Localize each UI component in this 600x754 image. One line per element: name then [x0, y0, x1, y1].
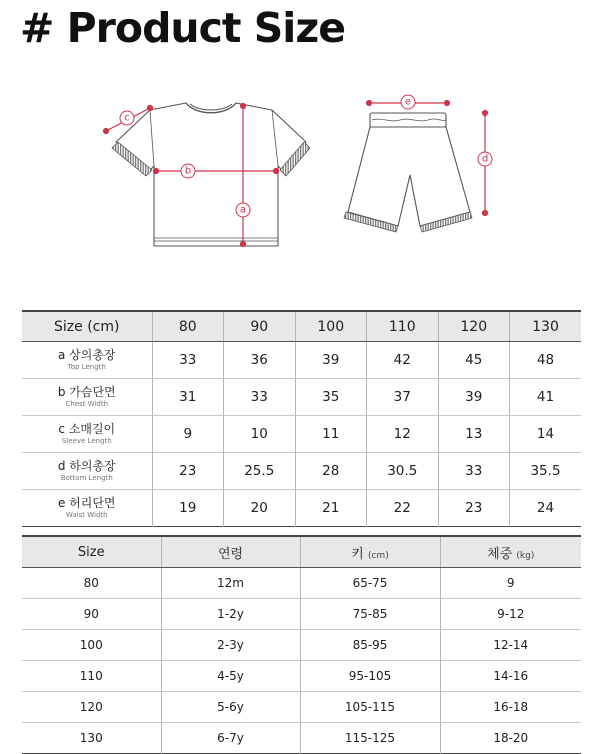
header-unit: (cm) — [367, 550, 389, 561]
row-label-ko: d 하의총장 — [57, 459, 116, 474]
table-row-bottom-length — [22, 453, 581, 490]
table-cell: 18-20 — [493, 731, 529, 745]
svg-text:d: d — [481, 153, 489, 165]
label-a — [236, 203, 250, 217]
table-row-waist-width — [22, 490, 581, 527]
table-cell: 19 — [152, 490, 224, 527]
row-label-en: Sleeve Length — [61, 436, 112, 445]
garment-diagram — [0, 80, 600, 280]
table-cell: 24 — [536, 500, 555, 516]
label-c — [120, 111, 134, 125]
table-row-top-length — [22, 342, 581, 379]
table-cell: 41 — [510, 379, 582, 416]
table-cell: 12 — [367, 416, 439, 453]
table-cell: 16-18 — [440, 692, 581, 723]
size-column-header: 110 — [367, 311, 439, 342]
row-label-en: Bottom Length — [60, 473, 113, 482]
table-cell: 20 — [224, 490, 296, 527]
size-column-header: 80 — [152, 311, 224, 342]
table-cell: 9 — [152, 416, 224, 453]
table-row — [22, 630, 581, 661]
svg-text:e: e — [404, 96, 412, 108]
table-cell: 10 — [224, 416, 296, 453]
table-cell: 25.5 — [224, 453, 296, 490]
page-title: # Product Size — [20, 4, 346, 52]
svg-text:c: c — [124, 112, 130, 124]
header-label: Size — [77, 544, 105, 560]
table-cell: 80 — [22, 568, 161, 599]
row-label-en: Top Length — [67, 362, 106, 371]
table-cell: 6-7y — [161, 723, 300, 754]
tshirt-illustration — [112, 103, 310, 246]
table-cell: 110 — [22, 661, 161, 692]
table-cell: 42 — [367, 342, 439, 379]
row-label — [22, 379, 152, 416]
table-cell: 35 — [295, 379, 367, 416]
table-cell: 22 — [367, 490, 439, 527]
table-cell: 4-5y — [161, 661, 300, 692]
label-d — [478, 152, 492, 166]
shorts-illustration — [344, 113, 472, 232]
row-label-ko: e 허리단면 — [57, 496, 116, 511]
svg-text:a: a — [239, 204, 247, 216]
svg-text:b: b — [184, 165, 192, 177]
row-label-en: Chest Width — [65, 399, 109, 408]
row-label — [22, 453, 152, 490]
table-cell: 2-3y — [161, 630, 300, 661]
row-label — [22, 416, 152, 453]
age-header-weight — [440, 536, 581, 568]
header-label: 키 — [351, 546, 364, 562]
table-cell: 9 — [440, 568, 581, 599]
header-label: 연령 — [217, 546, 244, 562]
table-row — [22, 568, 581, 599]
table-cell: 75-85 — [300, 599, 440, 630]
row-label — [22, 342, 152, 379]
table-cell: 37 — [367, 379, 439, 416]
table-cell: 100 — [22, 630, 161, 661]
size-table-header — [22, 311, 581, 342]
age-header-size — [22, 536, 161, 568]
table-cell: 9-12 — [440, 599, 581, 630]
table-cell: 33 — [438, 453, 510, 490]
table-cell: 115-125 — [300, 723, 440, 754]
age-header-height — [300, 536, 440, 568]
row-label-ko: b 가슴단면 — [57, 385, 116, 400]
label-e — [401, 95, 415, 109]
table-cell: 14-16 — [440, 661, 581, 692]
row-label-ko: a 상의총장 — [57, 348, 116, 363]
table-cell: 39 — [438, 379, 510, 416]
size-column-header: 100 — [295, 311, 367, 342]
header-unit: (kg) — [516, 550, 535, 561]
table-cell: 30.5 — [367, 453, 439, 490]
row-label-ko: c 소매길이 — [58, 422, 116, 437]
label-b — [181, 164, 195, 178]
table-cell: 95-105 — [300, 661, 440, 692]
table-cell: 45 — [438, 342, 510, 379]
header-label: 체중 — [487, 546, 513, 562]
table-row — [22, 599, 581, 630]
table-cell: 130 — [22, 723, 161, 754]
table-cell: 33 — [152, 342, 224, 379]
table-row — [22, 692, 581, 723]
table-cell: 23 — [152, 453, 224, 490]
table-cell: 35.5 — [510, 453, 582, 490]
table-cell: 12m — [161, 568, 300, 599]
size-header-label: Size (cm) — [22, 311, 152, 342]
table-cell: 23 — [438, 490, 510, 527]
table-cell: 5-6y — [161, 692, 300, 723]
size-measurement-table — [22, 310, 581, 527]
table-cell: 13 — [438, 416, 510, 453]
table-cell: 12-14 — [440, 630, 581, 661]
table-cell: 48 — [510, 342, 582, 379]
table-cell: 1-2y — [161, 599, 300, 630]
table-cell: 120 — [22, 692, 161, 723]
size-column-header: 120 — [438, 311, 510, 342]
age-table-header — [22, 536, 581, 568]
size-column-header: 90 — [224, 311, 296, 342]
age-header-age — [161, 536, 300, 568]
row-label — [22, 490, 152, 527]
table-row — [22, 661, 581, 692]
table-cell: 28 — [295, 453, 367, 490]
table-cell: 85-95 — [300, 630, 440, 661]
table-row-sleeve-length — [22, 416, 581, 453]
table-row-chest-width — [22, 379, 581, 416]
table-cell: 31 — [152, 379, 224, 416]
table-row — [22, 723, 581, 754]
table-cell: 11 — [295, 416, 367, 453]
table-cell: 14 — [510, 416, 582, 453]
age-guide-table — [22, 535, 581, 754]
table-cell: 33 — [224, 379, 296, 416]
table-cell: 36 — [224, 342, 296, 379]
table-cell: 105-115 — [300, 692, 440, 723]
table-cell: 90 — [22, 599, 161, 630]
table-cell: 21 — [295, 490, 367, 527]
table-cell: 39 — [295, 342, 367, 379]
table-cell: 65-75 — [300, 568, 440, 599]
size-column-header: 130 — [510, 311, 582, 342]
row-label-en: Waist Width — [65, 510, 108, 519]
